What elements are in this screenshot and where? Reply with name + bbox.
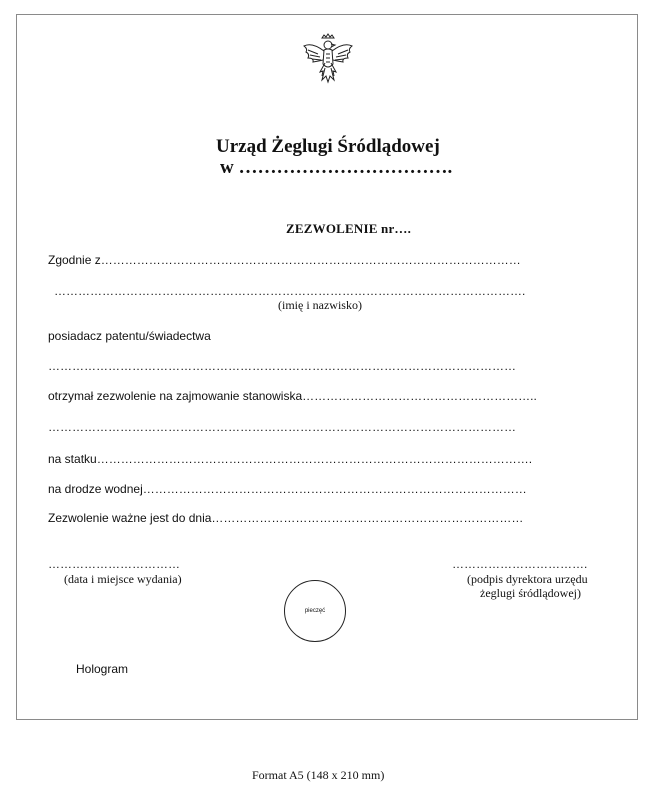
office-location-line: w …………………………….	[220, 157, 453, 178]
stamp-label: pieczęć	[304, 608, 326, 614]
director-caption-line-2: żeglugi śródlądowej)	[480, 586, 581, 600]
name-dotted-line: ……………………………………………………………………………………………………….	[54, 284, 526, 298]
director-caption-line-1: (podpis dyrektora urzędu	[467, 572, 588, 586]
valid-until-field: Zezwolenie ważne jest do dnia……………………………………………………………………	[48, 511, 524, 525]
position-field: otrzymał zezwolenie na zajmowanie stanowiska…………………………………………………..	[48, 389, 537, 403]
date-dotted-line: ……………………………	[48, 557, 180, 571]
date-caption: (data i miejsce wydania)	[64, 572, 182, 586]
director-dotted-line: …………………………….	[452, 557, 588, 571]
hologram-label: Hologram	[76, 662, 129, 676]
waterway-field: na drodze wodnej……………………………………………………………………………………	[48, 482, 527, 496]
according-to-field: Zgodnie z……………………………………………………………………………………………	[48, 253, 521, 267]
permit-title: ZEZWOLENIE nr….	[286, 221, 412, 236]
holder-dotted-line: ………………………………………………………………………………………………………	[48, 359, 516, 373]
polish-eagle-emblem-icon	[298, 32, 358, 88]
name-caption: (imię i nazwisko)	[278, 298, 362, 312]
position-dotted-line: ………………………………………………………………………………………………………	[48, 420, 516, 434]
format-footer: Format A5 (148 x 210 mm)	[252, 768, 385, 782]
ship-field: na statku……………………………………………………………………………………………….	[48, 452, 533, 466]
holder-label: posiadacz patentu/świadectwa	[48, 329, 211, 343]
stamp-circle	[284, 580, 346, 642]
office-title: Urząd Żeglugi Śródlądowej	[216, 136, 440, 157]
